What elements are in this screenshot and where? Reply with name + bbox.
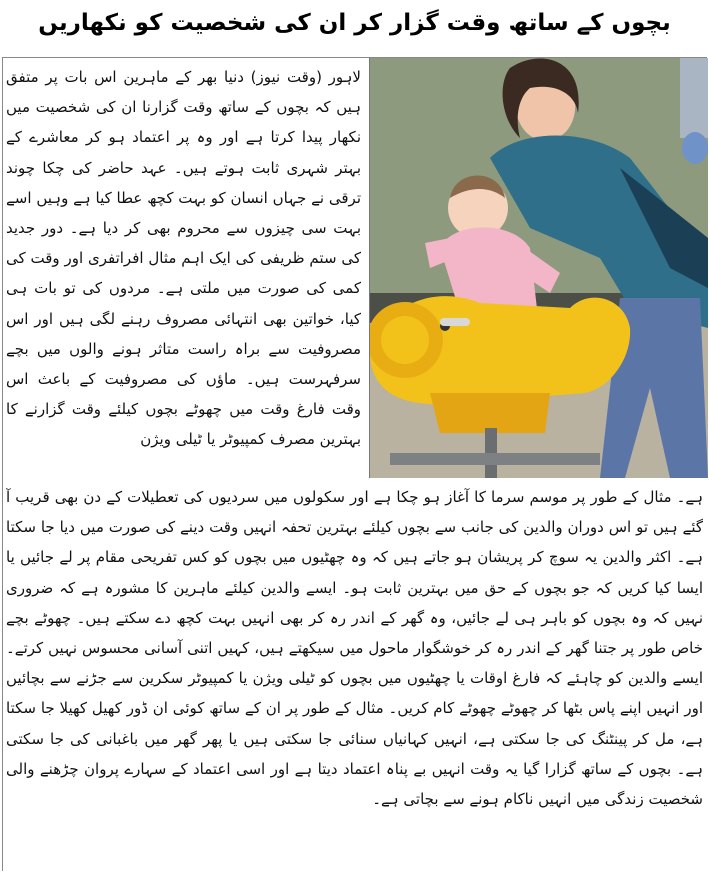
headline: بچوں کے ساتھ وقت گزار کر ان کی شخصیت کو نکھاریں: [38, 10, 671, 36]
article-full-width-text: [6, 482, 703, 870]
article-column-text: [6, 62, 361, 480]
article-paragraph-full: ہے۔ مثال کے طور پر موسم سرما کا آغاز ہو چکا ہے اور سکولوں میں سردیوں کی تعطیلات کے دن بھی قریب آ گئے ہیں تو اس دوران والدین کی جانب سے بچوں کیلئے بہترین تحفہ انہیں وقت دینے کی صورت میں دیا جا سکتا ہے۔ اکثر والدین یہ سوچ کر پریشان ہو جاتے ہیں کہ وہ چھٹیوں میں بچوں کو کس تفریحی مقام پر لے جائیں یا ایسا کیا کریں کہ جو بچوں کے حق میں بہترین ثابت ہو۔ ایسے والدین کیلئے ماہرین کا مشورہ ہے کہ ضروری نہیں کہ وہ بچوں کو باہر ہی لے جائیں، وہ گھر کے اندر رہ کر بھی انہیں بہت کچھ دے سکتے ہیں۔ چھوٹے بچے خاص طور پر جتنا گھر کے اندر رہ کر خوشگوار ماحول میں سیکھتے ہیں، کہیں اتنی آسانی محسوس نہیں کرتے۔ ایسے والدین کو چاہئے کہ فارغ اوقات یا چھٹیوں میں بچوں کو ٹیلی ویژن یا کمپیوٹر سکرین سے جڑنے سے بچائیں اور انہیں اپنے پاس بٹھا کر چھوٹے چھوٹے کام کریں۔ مثال کے طور پر ان کے ساتھ کوئی ان ڈور کھیل کھیلا جا سکتا ہے، مل کر پینٹنگ کی جا سکتی ہے، انہیں کہانیاں سنائی جا سکتی ہیں یا پھر گھر میں باغبانی کی جا سکتی ہے۔ بچوں کے ساتھ گزارا گیا یہ وقت انہیں بے پناہ اعتماد دیتا ہے اور اسی اعتماد کے سہارے پروان چڑھنے والی شخصیت زندگی میں انہیں ناکام ہونے سے بچاتی ہے۔: [6, 488, 703, 809]
mother-and-baby-on-spring-rider-photo: [369, 58, 708, 478]
article-paragraph-column: لاہور (وقت نیوز) دنیا بھر کے ماہرین اس بات پر متفق ہیں کہ بچوں کے ساتھ وقت گزارنا ان کی شخصیت میں نکھار پیدا کرتا ہے اور وہ پر اعتماد ہو کر معاشرے کے بہتر شہری ثابت ہوتے ہیں۔ عہد حاضر کی چکا چوند ترقی نے جہاں انسان کو بہت کچھ عطا کیا ہے وہیں اسے بہت سی چیزوں سے محروم بھی کر دیا ہے۔ دور جدید کی ستم ظریفی کی ایک اہم مثال افراتفری اور وقت کی کمی کی صورت میں ملتی ہے۔ مردوں کی تو بات ہی کیا، خواتین بھی انتہائی مصروف رہنے لگی ہیں اور اس مصروفیت سے براہ راست متاثر ہونے والوں میں بچے سرفہرست ہیں۔ ماؤں کی مصروفیت کے باعث اس وقت فارغ وقت میں چھوٹے بچوں کیلئے وقت گزارنے کا بہترین مصرف کمپیوٹر یا ٹیلی ویژن: [6, 68, 361, 449]
